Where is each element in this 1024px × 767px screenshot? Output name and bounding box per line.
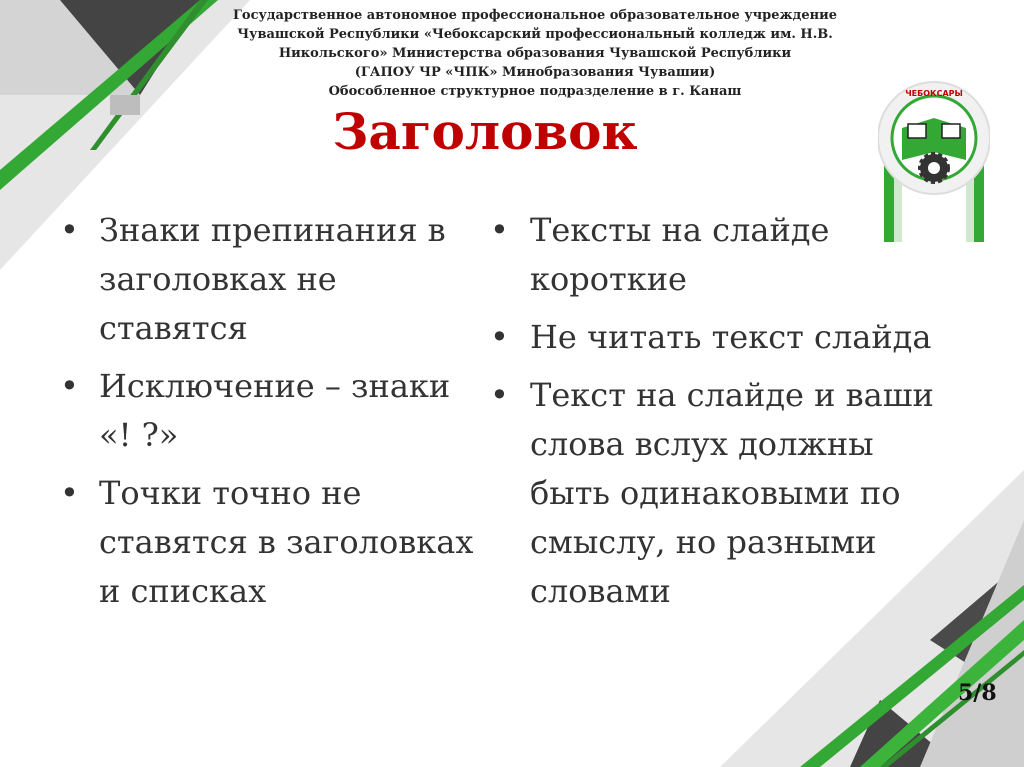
institution-line: Обособленное структурное подразделение в г. Канаш bbox=[328, 84, 742, 99]
institution-line: Государственное автономное профессиональное образовательное учреждение bbox=[232, 8, 838, 23]
emblem-screen-left bbox=[908, 124, 926, 138]
list-item bbox=[60, 206, 490, 353]
bullet-icon: • bbox=[490, 376, 509, 414]
emblem-screen-right bbox=[942, 124, 960, 138]
institution-line: Чувашской Республики «Чебоксарский профессиональный колледж им. Н.В. bbox=[237, 27, 833, 42]
left-bullet-list bbox=[60, 206, 490, 625]
bullet-icon: • bbox=[490, 318, 509, 356]
list-item-text: Точки точно не ставятся в заголовках и списках bbox=[99, 474, 474, 610]
bullet-icon: • bbox=[60, 367, 79, 405]
emblem-text: ЧЕБОКСАРЫ bbox=[905, 89, 963, 98]
list-item-text: Текст на слайде и ваши слова вслух должны быть одинаковыми по смыслу, но разными словами bbox=[530, 376, 934, 610]
decor-top-left-corner bbox=[110, 95, 140, 115]
list-item-text: Не читать текст слайда bbox=[530, 318, 932, 356]
slide-title: Заголовок bbox=[332, 102, 638, 161]
bullet-icon: • bbox=[60, 474, 79, 512]
page-number: 5/8 bbox=[958, 680, 997, 706]
right-bullet-list bbox=[490, 206, 960, 625]
list-item bbox=[60, 362, 490, 460]
list-item-text: Тексты на слайде короткие bbox=[530, 211, 830, 298]
institution-line: (ГАПОУ ЧР «ЧПК» Минобразования Чувашии) bbox=[354, 65, 716, 80]
emblem-gear-center bbox=[928, 162, 940, 174]
list-item bbox=[60, 469, 490, 616]
institution-line: Никольского» Министерства образования Чувашской Республики bbox=[278, 46, 792, 61]
bullet-icon: • bbox=[490, 211, 509, 249]
list-item bbox=[490, 313, 960, 362]
list-item bbox=[490, 206, 960, 304]
list-item-text: Исключение – знаки «! ?» bbox=[99, 367, 451, 454]
list-item bbox=[490, 371, 960, 616]
bullet-icon: • bbox=[60, 211, 79, 249]
list-item-text: Знаки препинания в заголовках не ставятся bbox=[99, 211, 446, 347]
institution-header bbox=[150, 6, 920, 101]
